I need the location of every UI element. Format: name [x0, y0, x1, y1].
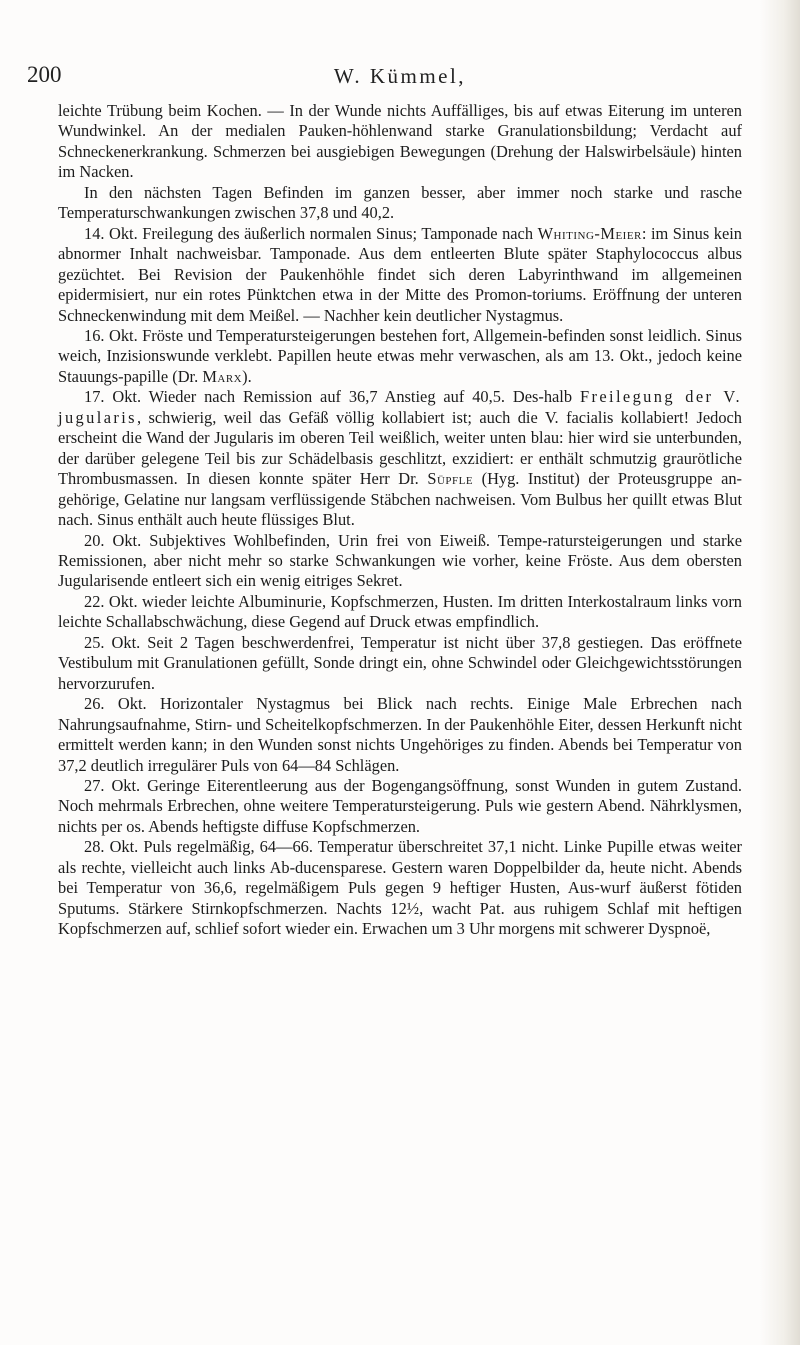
running-head: W. Kümmel, — [333, 64, 467, 88]
paragraph-text: 17. Okt. Wieder nach Remission auf 36,7 Anstieg auf 40,5. Des-halb — [84, 387, 580, 407]
author-name: Süpfle — [427, 469, 474, 489]
page-number: 200 — [27, 62, 62, 87]
paragraph-text: , schwierig, weil das Gefäß völlig kollabiert ist; auch die V. facialis kollabiert! Jedoch erscheint die Wand der Jugularis im oberen Teil weißlich, weiter unten blau: hier wird sie unterbunden, der darüber gelegene Teil bis zur Schädelbasis geschlitzt, exzidiert: er enthält schmutzig graurötliche Thrombusmassen. In diesen konnte später Herr Dr. — [58, 407, 742, 489]
paragraph: leichte Trübung beim Kochen. — In der Wunde nichts Auffälliges, bis auf etwas Eiterung im unteren Wundwinkel. An der medialen Pauken-höhlenwand starke Granulationsbildung; Verdacht auf Schneckenerkrankung. Schmerzen bei ausgiebigen Bewegungen (Drehung der Halswirbelsäule) hinten im Nacken. — [58, 101, 742, 182]
author-name: Whiting-Meier — [537, 223, 642, 243]
paragraph: 22. Okt. wieder leichte Albuminurie, Kopfschmerzen, Husten. Im dritten Interkostalraum links vorn leichte Schallabschwächung, diese Gegend auf Druck etwas empfindlich. — [58, 591, 742, 632]
paragraph: 20. Okt. Subjektives Wohlbefinden, Urin frei von Eiweiß. Tempe-ratursteigerungen und starke Remissionen, aber nicht mehr so starke Schwankungen wie vorher, keine Fröste. Aus dem obersten Jugularisende entleert sich ein wenig eitriges Sekret. — [58, 530, 742, 591]
paragraph: 26. Okt. Horizontaler Nystagmus bei Blick nach rechts. Einige Male Erbrechen nach Nahrungsaufnahme, Stirn- und Scheitelkopfschmerzen. In der Paukenhöhle Eiter, dessen Herkunft nicht ermittelt werden kann; in den Wunden sonst nichts Ungehöriges zu finden. Abends bei Temperatur von 37,2 deutlich irregulärer Puls von 64—84 Schlägen. — [58, 694, 742, 775]
author-name: Marx — [202, 366, 243, 386]
body-text — [58, 101, 742, 940]
paragraph-text: ). — [242, 366, 252, 386]
paragraph-text: (Hyg. Institut) der Proteusgruppe an-gehörige, Gelatine nur langsam verflüssigende Stäbchen nachweisen. Vom Bulbus her quillt etwas Blut nach. Sinus enthält auch heute flüssiges Blut. — [58, 469, 743, 530]
paragraph: 28. Okt. Puls regelmäßig, 64—66. Temperatur überschreitet 37,1 nicht. Linke Pupille etwas weiter als rechte, vielleicht auch links Ab-ducensparese. Gestern waren Doppelbilder da, heute nicht. Abends bei Temperatur von 36,6, regelmäßigem Puls gegen 9 heftiger Husten, Aus-wurf äußerst fötiden Sputums. Stärkere Stirnkopfschmerzen. Nachts 12½, wacht Pat. aus ruhigem Schlaf mit heftigen Kopfschmerzen auf, schlief sofort wieder ein. Erwachen um 3 Uhr morgens mit schwerer Dyspnoë, — [58, 837, 742, 939]
paragraph: 25. Okt. Seit 2 Tagen beschwerdenfrei, Temperatur ist nicht über 37,8 gestiegen. Das eröffnete Vestibulum mit Granulationen gefüllt, Sonde dringt ein, ohne Schwindel oder Gleichgewichtsstörungen hervorzurufen. — [58, 632, 742, 693]
page-edge-shadow — [760, 0, 800, 1345]
paragraph: In den nächsten Tagen Befinden im ganzen besser, aber immer noch starke und rasche Temperaturschwankungen zwischen 37,8 und 40,2. — [58, 182, 742, 223]
paragraph-text: 14. Okt. Freilegung des äußerlich normalen Sinus; Tamponade nach — [84, 223, 538, 243]
paragraph: 27. Okt. Geringe Eiterentleerung aus der Bogengangsöffnung, sonst Wunden in gutem Zustand. Noch mehrmals Erbrechen, ohne weitere Temperatursteigerung. Puls wie gestern Abend. Nährklysmen, nichts per os. Abends heftigste diffuse Kopfschmerzen. — [58, 775, 742, 836]
paragraph — [58, 387, 742, 530]
paragraph — [58, 224, 742, 326]
spaced-emphasis: Freilegung der V. jugularis — [58, 387, 742, 427]
paragraph-text: 16. Okt. Fröste und Temperatursteigerungen bestehen fort, Allgemein-befinden sonst leidlich. Sinus weich, Inzisionswunde verklebt. Papillen heute etwas mehr verwaschen, als am 13. Okt., jedoch keine Stauungs-papille (Dr. — [58, 325, 742, 386]
paragraph-text: : im Sinus kein abnormer Inhalt nachweisbar. Tamponade. Aus dem entleerten Blute später Staphylococcus albus gezüchtet. Bei Revision der Paukenhöhle findet sich deren Labyrinthwand im allgemeinen epidermisiert, nur ein rotes Pünktchen etwa in der Mitte des Promon-toriums. Eröffnung der unteren Schneckenwindung mit dem Meißel. — Nachher kein deutlicher Nystagmus. — [58, 223, 742, 325]
paragraph — [58, 326, 742, 387]
